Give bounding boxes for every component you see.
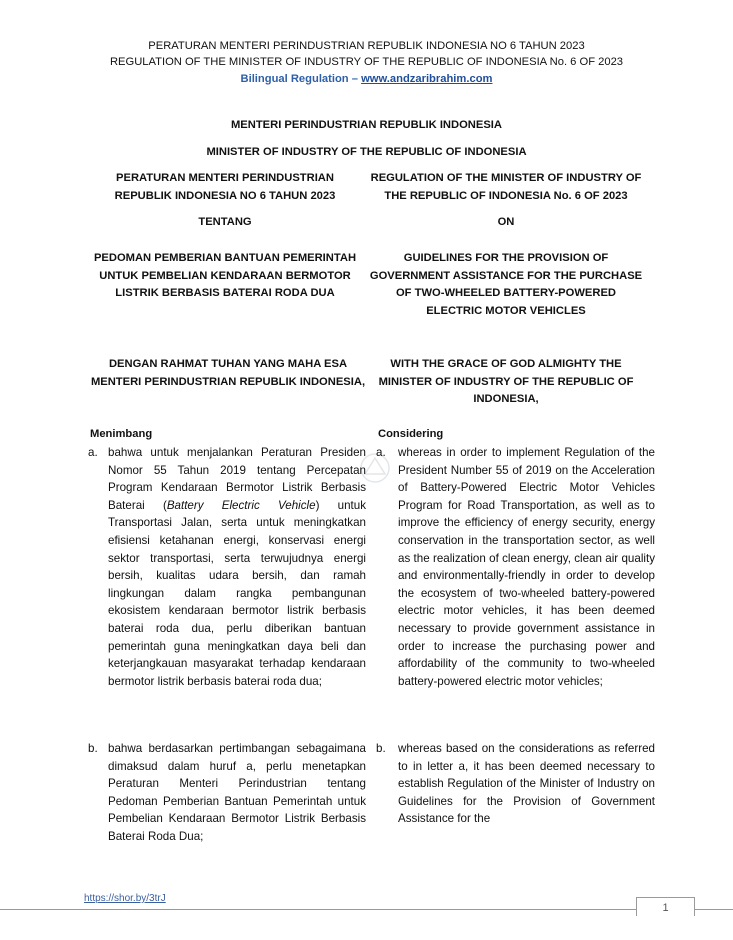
item-label: b. <box>88 742 98 755</box>
about-en: ON <box>497 216 515 228</box>
consideration-a-id-text <box>108 444 366 690</box>
subject-id-line-1: PEDOMAN PEMBERIAN BANTUAN PEMERINTAH <box>93 252 357 264</box>
regulation-title-id-line-2: REPUBLIK INDONESIA NO 6 TAHUN 2023 <box>114 189 336 202</box>
subject-id-line-3: LISTRIK BERBASIS BATERAI RODA DUA <box>115 287 335 299</box>
grace-id-line-2: MENTERI PERINDUSTRIAN REPUBLIK INDONESIA, <box>90 375 366 388</box>
subject-en-line-4: ELECTRIC MOTOR VEHICLES <box>426 304 586 317</box>
consideration-a-id <box>88 444 366 714</box>
regulation-title-en-line-2: THE REPUBLIC OF INDONESIA No. 6 OF 2023 <box>384 189 628 202</box>
subject-en <box>368 250 644 320</box>
short-link[interactable]: https://shor.by/3trJ <box>84 893 166 904</box>
page-number: 1 <box>636 897 695 916</box>
subject-en-line-3: OF TWO-WHEELED BATTERY-POWERED <box>395 287 616 299</box>
doc-header-line-2: REGULATION OF THE MINISTER OF INDUSTRY OF THE REPUBLIC OF INDONESIA No. 6 OF 2023 <box>109 56 624 68</box>
website-link[interactable]: www.andzaribrahim.com <box>361 73 493 85</box>
subject-en-line-1: GUIDELINES FOR THE PROVISION OF <box>403 252 609 264</box>
consideration-b-id <box>88 740 366 850</box>
minister-title-en: MINISTER OF INDUSTRY OF THE REPUBLIC OF INDONESIA <box>206 146 527 158</box>
considering-label-id: Menimbang <box>90 428 153 440</box>
regulation-title-en-line-1: REGULATION OF THE MINISTER OF INDUSTRY OF <box>370 172 642 184</box>
doc-header-line-1: PERATURAN MENTERI PERINDUSTRIAN REPUBLIK INDONESIA NO 6 TAHUN 2023 <box>148 40 585 52</box>
regulation-title-id <box>90 170 360 205</box>
considering-label-en: Considering <box>378 428 444 440</box>
consideration-a-id-text-italic: Battery Electric Vehicle <box>166 498 316 512</box>
subject-en-line-2: GOVERNMENT ASSISTANCE FOR THE PURCHASE <box>369 269 643 282</box>
grace-en <box>374 356 638 409</box>
consideration-b-id-text: bahwa berdasarkan pertimbangan sebagaimana dimaksud dalam huruf a, perlu menetapkan Peraturan Menteri Perindustrian tentang Pedoman Pemberian Bantuan Pemerintah untuk Pembelian Kendaraan Bermotor Listrik Berbasis Baterai Roda Dua; <box>108 742 366 843</box>
grace-id <box>86 356 370 391</box>
consideration-b-en-text: whereas based on the considerations as referred to in letter a, it has been deemed necessary to establish Regulation of the Minister of Industry on Guidelines for the Provision of Government Assistance for the <box>398 742 655 826</box>
item-label: b. <box>376 742 386 755</box>
grace-en-line-3: INDONESIA, <box>473 393 539 405</box>
bilingual-line <box>0 71 733 87</box>
grace-en-line-1: WITH THE GRACE OF GOD ALMIGHTY THE <box>390 358 622 370</box>
regulation-title-en <box>368 170 644 205</box>
grace-en-line-2: MINISTER OF INDUSTRY OF THE REPUBLIC OF <box>378 375 634 388</box>
consideration-a-id-text-post: ) untuk Transportasi Jalan, serta untuk meningkatkan efisiensi ketahanan energi, konservasi energi sektor transportasi, serta terwujudnya energi bersih, kualitas udara bersih, dan ramah lingkungan dalam rangka pembangunan ekosistem kendaraan bermotor listrik berbasis baterai roda dua, perlu diberikan bantuan pemerintah guna meningkatkan daya beli dan keterjangkauan masyarakat terhadap kendaraan bermotor listrik berbasis baterai roda dua; <box>108 498 366 688</box>
consideration-a-id-text-pre: bahwa untuk menjalankan Peraturan Presiden Nomor 55 Tahun 2019 tentang Percepatan Program Kendaraan Bermotor Listrik Berbasis Baterai ( <box>108 446 366 512</box>
consideration-b-en <box>376 740 655 836</box>
item-label: a. <box>88 446 98 459</box>
item-label: a. <box>376 446 386 459</box>
about-id: TENTANG <box>198 216 252 228</box>
grace-id-line-1: DENGAN RAHMAT TUHAN YANG MAHA ESA <box>108 358 348 370</box>
minister-title-id: MENTERI PERINDUSTRIAN REPUBLIK INDONESIA <box>230 119 502 131</box>
regulation-title-id-line-1: PERATURAN MENTERI PERINDUSTRIAN <box>116 172 334 184</box>
subject-id-line-2: UNTUK PEMBELIAN KENDARAAN BERMOTOR <box>99 269 351 282</box>
footer-divider <box>0 909 733 910</box>
subject-id <box>86 250 364 303</box>
consideration-a-en <box>376 444 655 724</box>
bilingual-label: Bilingual Regulation – <box>240 73 362 85</box>
consideration-a-en-text: whereas in order to implement Regulation of the President Number 55 of 2019 on the Acceleration of Battery-Powered Electric Motor Vehicles Program for Road Transportation, as well as to improve the efficiency of energy security, energy conservation in the transportation sector, as well as the realization of clean energy, clean air quality and environmentally-friendly in order to develop the ecosystem of two-wheeled battery-powered electric motor vehicles, it has been deemed necessary to provide government assistance in order to increase the purchasing power and affordability of the community to two-wheeled battery-powered electric motor vehicles; <box>398 446 655 688</box>
